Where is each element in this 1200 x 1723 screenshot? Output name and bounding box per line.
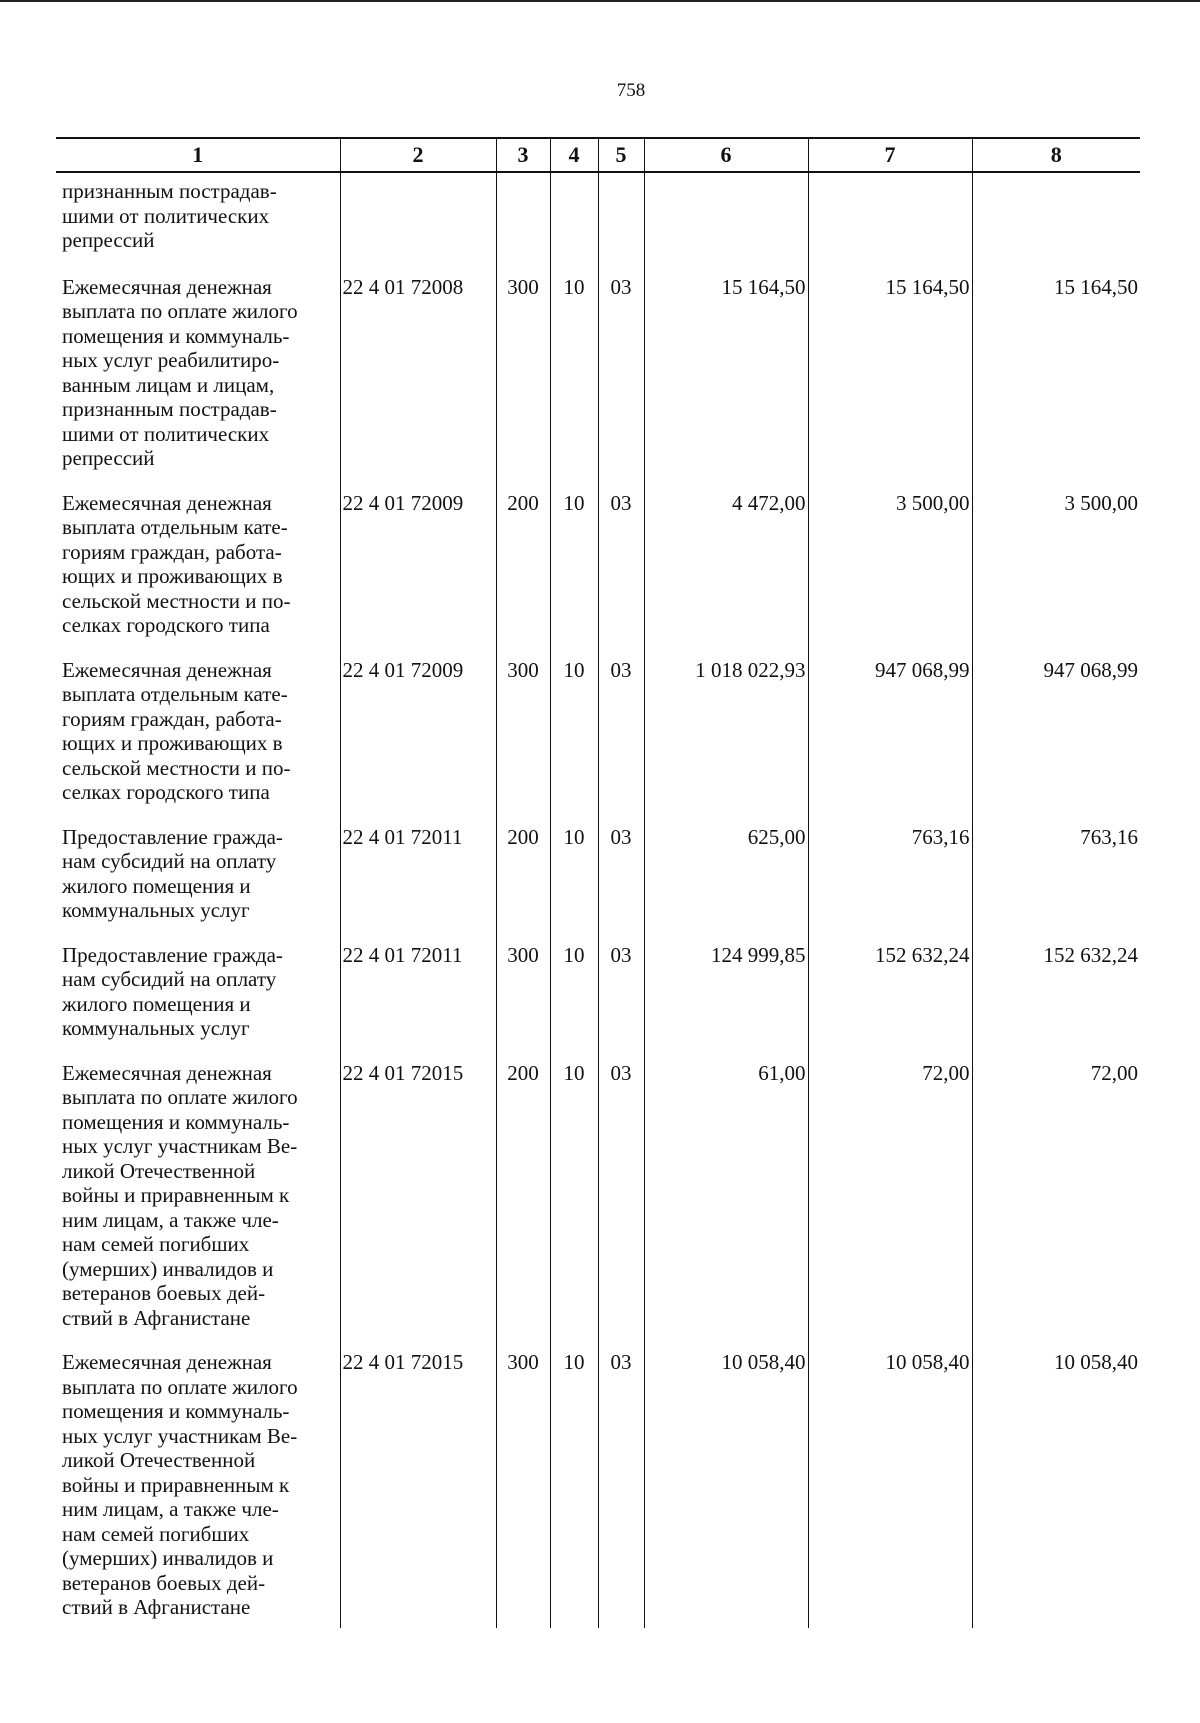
row-section: 10 <box>550 941 598 1059</box>
header-col-3: 3 <box>496 138 550 172</box>
row-subsection: 03 <box>598 489 644 656</box>
row-name: Ежемесячная денежная выплата отдельным кате- гориям граждан, работа- ющих и проживающих в сельской местности и по- селках городского типа <box>62 490 291 637</box>
row-target-code: 22 4 01 72009 <box>340 489 496 656</box>
row-section <box>550 172 598 273</box>
row-subsection <box>598 172 644 273</box>
row-target-code: 22 4 01 72009 <box>340 656 496 823</box>
budget-table <box>56 137 1140 1628</box>
header-col-7: 7 <box>808 138 972 172</box>
header-col-4: 4 <box>550 138 598 172</box>
row-amount-col7: 763,16 <box>808 823 972 941</box>
row-name: Ежемесячная денежная выплата по оплате жилого помещения и коммуналь- ных услуг участникам Ве- ликой Отечественной войны и приравненным к ним лицам, а также чле- нам семей погибших (умерших) инвалидов и ветеранов боевых дей- ствий в Афганистане <box>62 1350 298 1619</box>
row-section: 10 <box>550 273 598 489</box>
row-subsection: 03 <box>598 941 644 1059</box>
row-expense-type: 200 <box>496 489 550 656</box>
row-amount-col6: 15 164,50 <box>644 273 808 489</box>
table-row <box>56 941 1140 1059</box>
row-target-code <box>340 172 496 273</box>
row-expense-type: 200 <box>496 1059 550 1349</box>
row-name: Ежемесячная денежная выплата по оплате жилого помещения и коммуналь- ных услуг участникам Ве- ликой Отечественной войны и приравненным к ним лицам, а также чле- нам семей погибших (умерших) инвалидов и ветеранов боевых дей- ствий в Афганистане <box>62 1060 298 1330</box>
table-row <box>56 273 1140 489</box>
row-subsection: 03 <box>598 273 644 489</box>
table-row <box>56 656 1140 823</box>
header-col-2: 2 <box>340 138 496 172</box>
row-target-code: 22 4 01 72015 <box>340 1348 496 1628</box>
row-target-code: 22 4 01 72011 <box>340 823 496 941</box>
header-col-6: 6 <box>644 138 808 172</box>
row-subsection: 03 <box>598 1059 644 1349</box>
row-amount-col7: 947 068,99 <box>808 656 972 823</box>
row-expense-type: 200 <box>496 823 550 941</box>
row-amount-col8: 72,00 <box>972 1059 1140 1349</box>
page-number: 758 <box>616 80 646 101</box>
table-row <box>56 1348 1140 1628</box>
row-expense-type: 300 <box>496 273 550 489</box>
table-row <box>56 489 1140 656</box>
row-amount-col6: 625,00 <box>644 823 808 941</box>
row-amount-col7: 3 500,00 <box>808 489 972 656</box>
row-subsection: 03 <box>598 1348 644 1628</box>
row-amount-col8: 763,16 <box>972 823 1140 941</box>
row-expense-type: 300 <box>496 1348 550 1628</box>
row-section: 10 <box>550 1059 598 1349</box>
row-amount-col7 <box>808 172 972 273</box>
row-amount-col6: 61,00 <box>644 1059 808 1349</box>
header-col-5: 5 <box>598 138 644 172</box>
row-name: Ежемесячная денежная выплата отдельным кате- гориям граждан, работа- ющих и проживающих в сельской местности и по- селках городского типа <box>62 657 291 804</box>
header-col-1: 1 <box>56 138 340 172</box>
row-name: Предоставление гражда- нам субсидий на оплату жилого помещения и коммунальных услуг <box>62 824 283 922</box>
row-amount-col6: 10 058,40 <box>644 1348 808 1628</box>
header-col-8: 8 <box>972 138 1140 172</box>
table-row <box>56 823 1140 941</box>
row-subsection: 03 <box>598 656 644 823</box>
row-amount-col8: 3 500,00 <box>972 489 1140 656</box>
row-amount-col8: 947 068,99 <box>972 656 1140 823</box>
row-section: 10 <box>550 823 598 941</box>
row-section: 10 <box>550 489 598 656</box>
row-amount-col7: 10 058,40 <box>808 1348 972 1628</box>
row-subsection: 03 <box>598 823 644 941</box>
row-amount-col7: 152 632,24 <box>808 941 972 1059</box>
table-row <box>56 172 1140 273</box>
row-name: Предоставление гражда- нам субсидий на оплату жилого помещения и коммунальных услуг <box>62 942 283 1040</box>
row-amount-col8 <box>972 172 1140 273</box>
row-amount-col6: 124 999,85 <box>644 941 808 1059</box>
row-amount-col7: 15 164,50 <box>808 273 972 489</box>
row-expense-type: 300 <box>496 941 550 1059</box>
row-section: 10 <box>550 1348 598 1628</box>
row-amount-col6 <box>644 172 808 273</box>
row-name: Ежемесячная денежная выплата по оплате жилого помещения и коммуналь- ных услуг реабилитиро- ванным лицам и лицам, признанным пострадав- шими от политических репрессий <box>62 274 298 470</box>
row-amount-col8: 15 164,50 <box>972 273 1140 489</box>
row-name: признанным пострадав- шими от политических репрессий <box>62 179 277 252</box>
row-amount-col8: 152 632,24 <box>972 941 1140 1059</box>
row-amount-col7: 72,00 <box>808 1059 972 1349</box>
row-expense-type <box>496 172 550 273</box>
row-amount-col6: 1 018 022,93 <box>644 656 808 823</box>
table-row <box>56 1059 1140 1349</box>
row-section: 10 <box>550 656 598 823</box>
table-header-row <box>56 138 1140 172</box>
row-amount-col6: 4 472,00 <box>644 489 808 656</box>
row-expense-type: 300 <box>496 656 550 823</box>
row-target-code: 22 4 01 72008 <box>340 273 496 489</box>
row-target-code: 22 4 01 72015 <box>340 1059 496 1349</box>
row-amount-col8: 10 058,40 <box>972 1348 1140 1628</box>
scan-top-edge <box>0 0 1200 2</box>
row-target-code: 22 4 01 72011 <box>340 941 496 1059</box>
